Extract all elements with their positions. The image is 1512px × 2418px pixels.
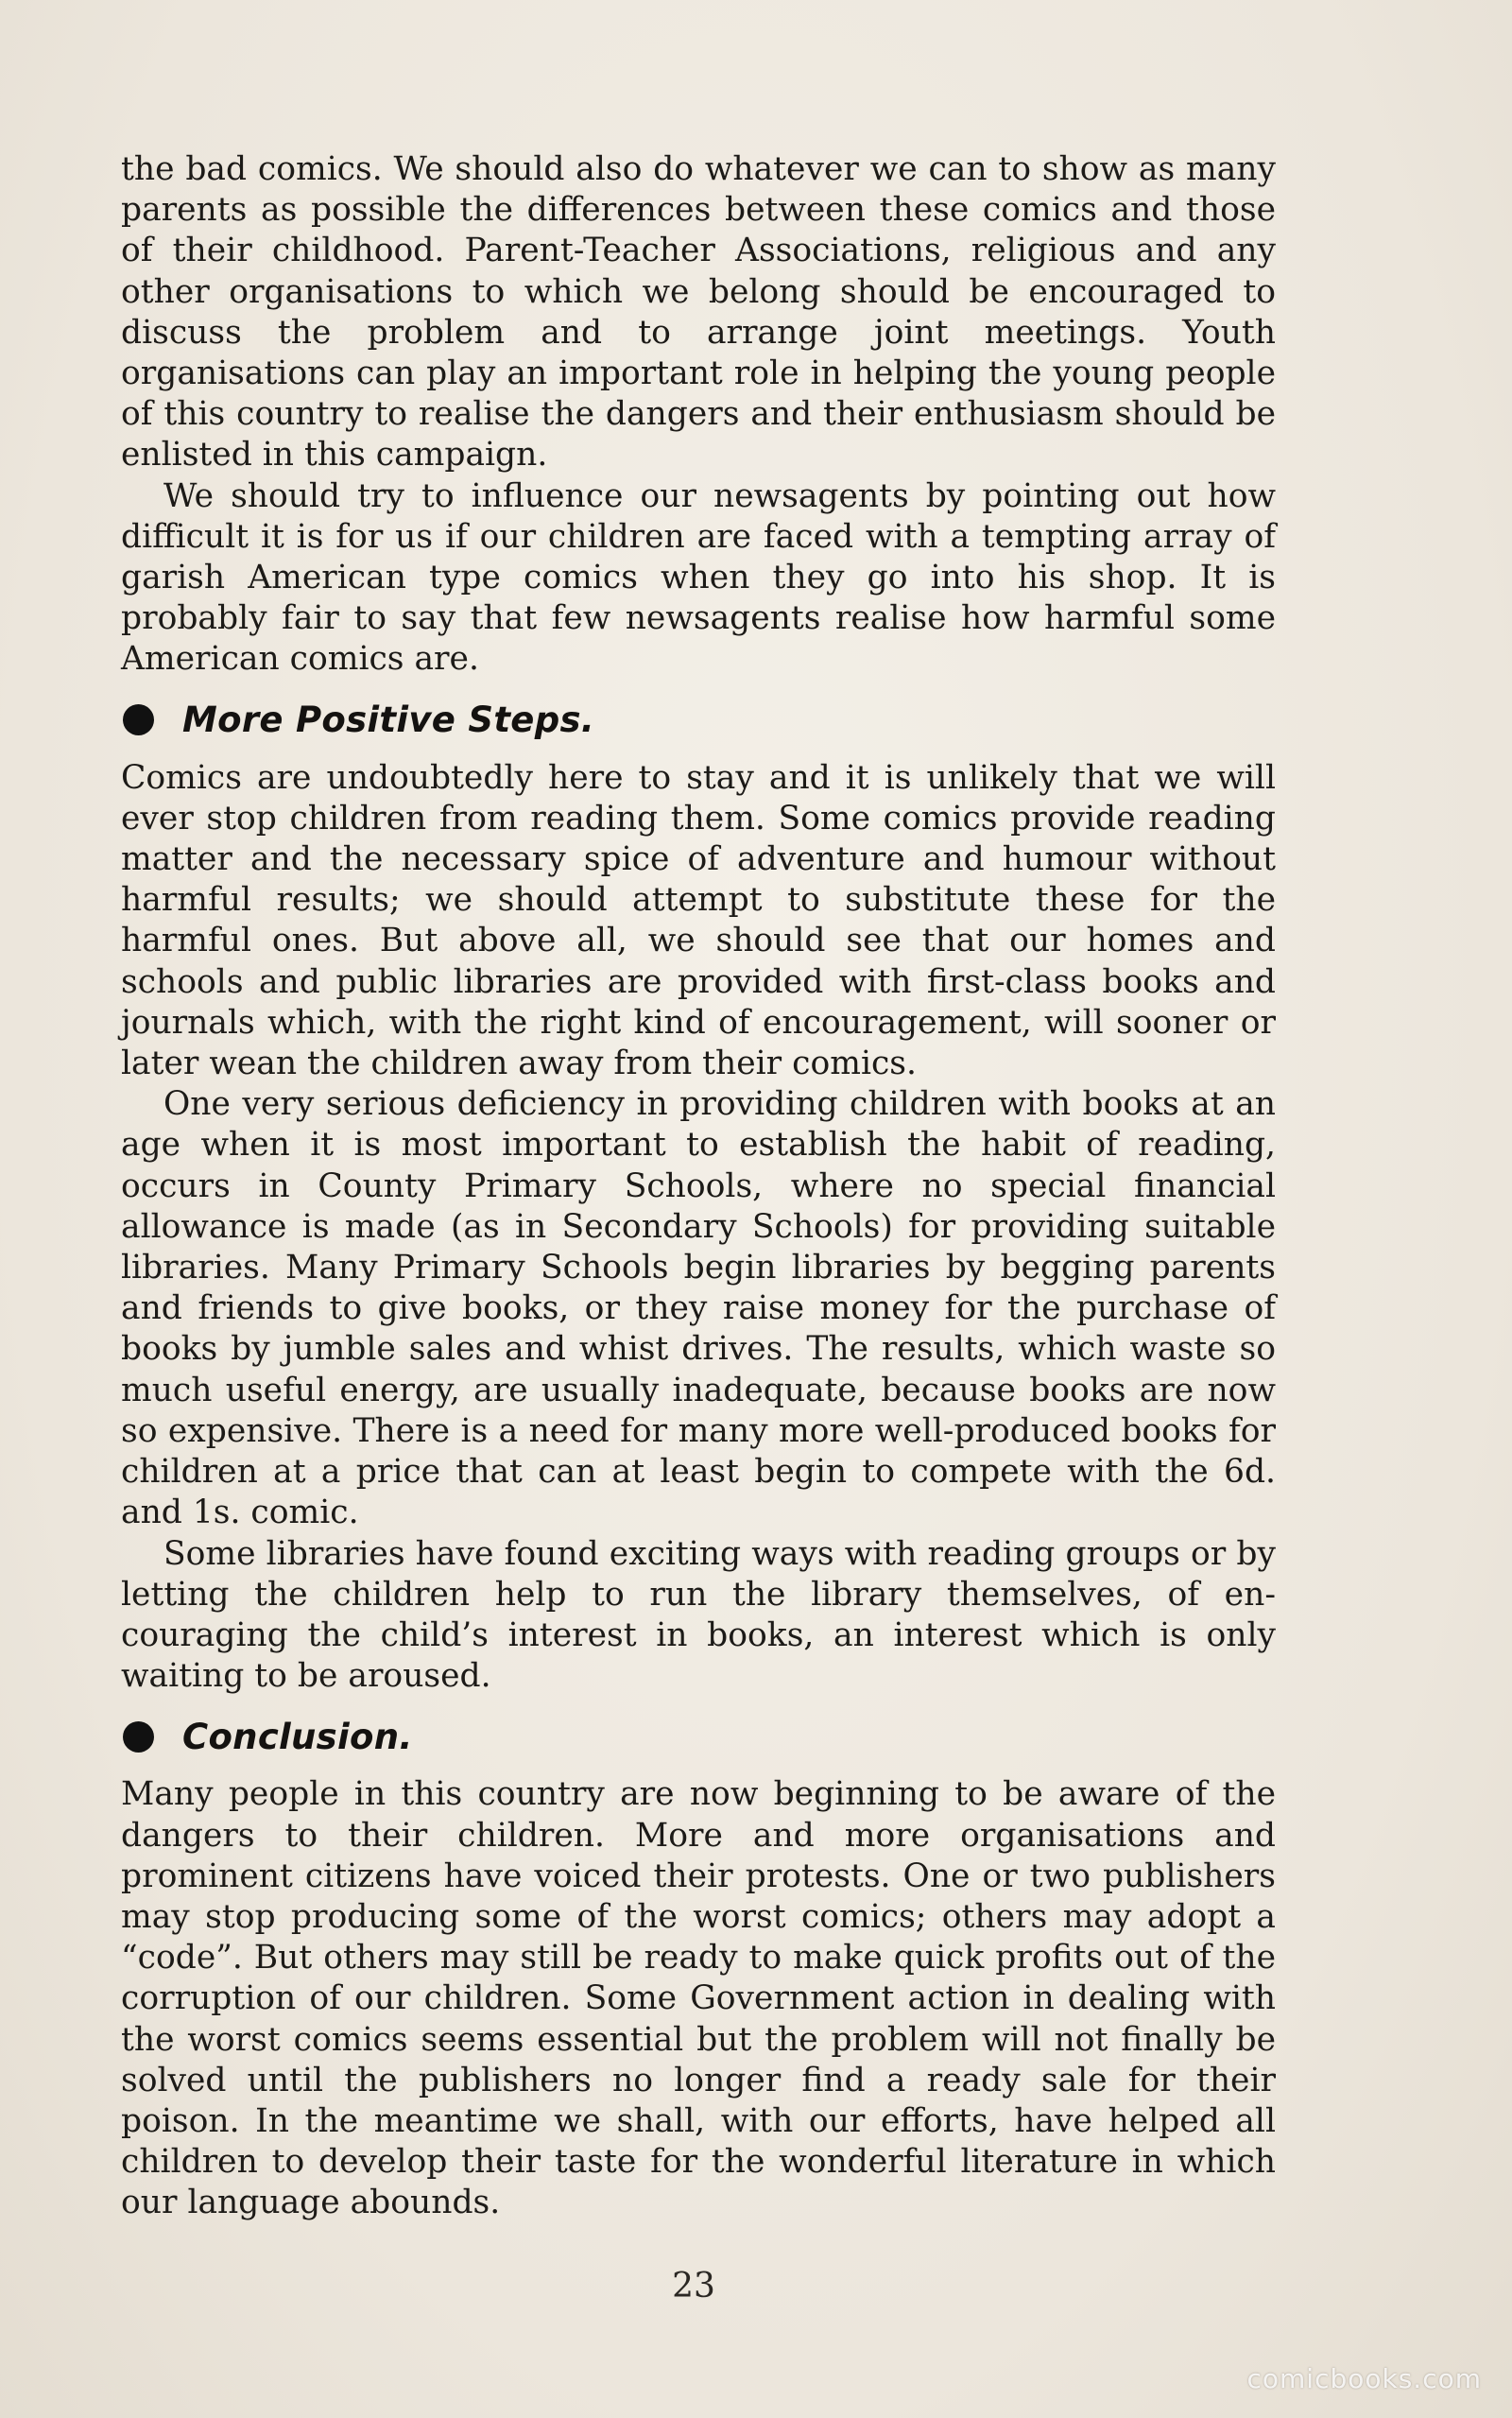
section-heading-conclusion bbox=[121, 1708, 1276, 1765]
paragraph-positive-3: Some libraries have found exciting ways with reading groups or by letting the children help to run the library themselves, of encouraging the child’s interest in books, an interest which is only waiting to be aroused. bbox=[121, 1534, 1276, 1696]
heading-text: More Positive Steps. bbox=[182, 699, 595, 741]
watermark: comicbooks.com bbox=[1246, 2363, 1482, 2394]
page-number: 23 bbox=[672, 2267, 715, 2306]
heading-text: Conclusion. bbox=[182, 1716, 413, 1757]
bullet-icon bbox=[123, 704, 154, 735]
section-heading-positive-steps bbox=[121, 692, 1276, 749]
paragraph-positive-1: Comics are undoubtedly here to stay and it is unlikely that we will ever stop children from reading them. Some comics provide reading matter and the necessary spice of adventure and humour without harmful results; we should attempt to substitute these for the harmful ones. But above all, we should see that our homes and schools and public libraries are provided with first-class books and journals which, with the right kind of encouragement, will sooner or later wean the children away from their comics. bbox=[121, 758, 1276, 1083]
bullet-icon bbox=[123, 1721, 154, 1753]
paragraph-intro-2: We should try to influence our newsagents by pointing out how difficult it is for us if our children are faced with a tempting array of garish American type comics when they go into his shop. It is probably fair to say that few newsagents realise how harmful some American comics are. bbox=[121, 476, 1276, 679]
paragraph-intro-1: the bad comics. We should also do whatever we can to show as many parents as possible the differences between these comics and those of their childhood. Parent-Teacher Associations, religious and any other organisations to which we belong should be encouraged to discuss the problem and to arrange joint meetings. Youth organisations can play an important role in helping the young people of this country to realise the dangers and their enthusiasm should be enlisted in this campaign. bbox=[121, 150, 1276, 475]
paragraph-positive-2: One very serious deficiency in providing children with books at an age when it is most important to establish the habit of reading, occurs in County Primary Schools, where no special financial allowance is made (as in Secondary Schools) for providing suitable libraries. Many Primary Schools begin libraries by begging parents and friends to give books, or they raise money for the purchase of books by jumble sales and whist drives. The results, which waste so much useful energy, are usually inadequate, because books are now so expensive. There is a need for many more well-produced books for children at a price that can at least begin to compete with the 6d. and 1s. comic. bbox=[121, 1085, 1276, 1532]
page-body bbox=[121, 149, 1276, 2224]
paragraph-conclusion-1: Many people in this country are now beginning to be aware of the dangers to their children. More and more organisations and prominent citizens have voiced their protests. One or two publishers may stop producing some of the worst comics; others may adopt a “code”. But others may still be ready to make quick profits out of the corruption of our children. Some Government action in dealing with the worst comics seems essential but the problem will not finally be solved until the publishers no longer find a ready sale for their poison. In the meantime we shall, with our efforts, have helped all children to develop their taste for the wonderful literature in which our language abounds. bbox=[121, 1775, 1276, 2222]
